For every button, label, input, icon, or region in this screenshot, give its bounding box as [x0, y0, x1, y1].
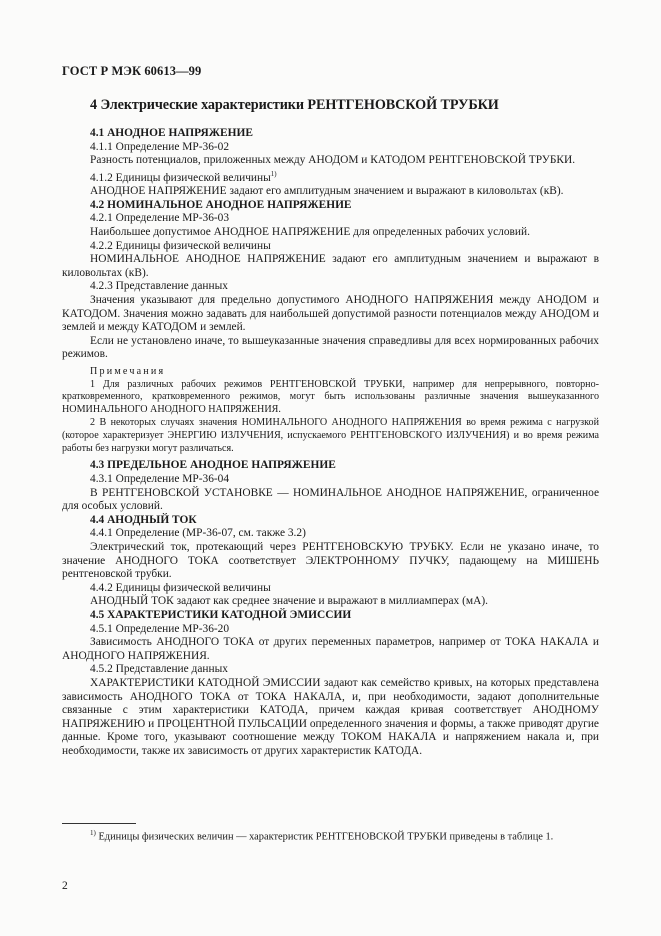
section-title: 4 Электрические характеристики РЕНТГЕНОВСКОЙ ТРУБКИ: [90, 97, 499, 113]
paragraph: Значения указывают для предельно допустимого АНОДНОГО НАПРЯЖЕНИЯ между АНОДОМ и КАТОДОМ. Значения можно задавать для наибольшей допустимой разности потенциалов между АНОДОМ и землей и между КАТОДОМ и землей.: [62, 293, 599, 334]
data-heading: 4.2.3 Представление данных: [90, 280, 228, 293]
subsection-heading: 4.3 ПРЕДЕЛЬНОЕ АНОДНОЕ НАПРЯЖЕНИЕ: [90, 459, 336, 472]
document-header: ГОСТ Р МЭК 60613—99: [62, 64, 202, 78]
subsection-heading: 4.4 АНОДНЫЙ ТОК: [90, 513, 197, 526]
footnote-ref: 1): [270, 169, 277, 178]
document-body: [62, 127, 599, 759]
data-heading: 4.5.2 Представление данных: [90, 663, 228, 676]
page-number: 2: [62, 880, 68, 892]
definition-ref: 4.1.1 Определение МР-36-02: [90, 140, 230, 153]
paragraph: АНОДНЫЙ ТОК задают как среднее значение и выражают в миллиамперах (мА).: [90, 595, 488, 608]
paragraph: Зависимость АНОДНОГО ТОКА от других переменных параметров, например от ТОКА НАКАЛА и АНОДНОГО НАПРЯЖЕНИЯ.: [62, 636, 599, 662]
note-1: 1 Для различных рабочих режимов РЕНТГЕНОВСКОЙ ТРУБКИ, например для непрерывного, повторно-кратковременного, кратковременного режимов, могут быть использованы различные значения вышеуказанного НОМИНАЛЬНОГО АНОДНОГО НАПРЯЖЕНИЯ.: [62, 378, 599, 416]
footnote: [62, 829, 599, 842]
units-heading: [62, 168, 599, 185]
paragraph: Если не установлено иначе, то вышеуказанные значения справедливы для всех нормированных рабочих режимов.: [62, 334, 599, 361]
definition-ref: 4.5.1 Определение МР-36-20: [90, 622, 230, 635]
paragraph: НОМИНАЛЬНОЕ АНОДНОЕ НАПРЯЖЕНИЕ задают его амплитудным значением и выражают в киловольтах (кВ).: [62, 253, 599, 279]
paragraph: В РЕНТГЕНОВСКОЙ УСТАНОВКЕ — НОМИНАЛЬНОЕ АНОДНОЕ НАПРЯЖЕНИЕ, ограниченное для особых условий.: [62, 486, 599, 513]
note-2: 2 В некоторых случаях значения НОМИНАЛЬНОГО АНОДНОГО НАПРЯЖЕНИЯ во время режима с нагрузкой (которое характеризует ЭНЕРГИЮ ИЗЛУЧЕНИЯ, испускаемого РЕНТГЕНОВСКОГО ИЗЛУЧЕНИЯ) и во время режима работы без нагрузки могут различаться.: [62, 417, 599, 454]
subsection-heading: 4.1 АНОДНОЕ НАПРЯЖЕНИЕ: [90, 127, 253, 139]
paragraph: ХАРАКТЕРИСТИКИ КАТОДНОЙ ЭМИССИИ задают как семейство кривых, на которых представлена зависимость АНОДНОГО ТОКА от ТОКА НАКАЛА, и, при необходимости, задают дополнительные связанные с этим характеристики КАТОДА, причем каждая кривая соответствует АНОДНОМУ НАПРЯЖЕНИЮ и ПРОЦЕНТНОЙ ПУЛЬСАЦИИ определенного значения и формы, а также приводят другие данные. Кроме того, указывают соотношение между ТОКОМ НАКАЛА и напряжением накала и, при необходимости, также их зависимость от других характеристик КАТОДА.: [62, 676, 599, 757]
paragraph: АНОДНОЕ НАПРЯЖЕНИЕ задают его амплитудным значением и выражают в киловольтах (кВ).: [90, 185, 564, 198]
footnote-mark: 1): [90, 829, 96, 837]
paragraph: Наибольшее допустимое АНОДНОЕ НАПРЯЖЕНИЕ для определенных рабочих условий.: [90, 225, 530, 238]
footnote-divider: [62, 823, 136, 824]
subsection-heading: 4.5 ХАРАКТЕРИСТИКИ КАТОДНОЙ ЭМИССИИ: [90, 609, 352, 621]
definition-ref: 4.2.1 Определение МР-36-03: [90, 212, 230, 225]
definition-ref: 4.4.1 Определение (МР-36-07, см. также 3.2): [90, 527, 306, 540]
units-heading: 4.2.2 Единицы физической величины: [90, 239, 271, 252]
units-heading: 4.4.2 Единицы физической величины: [90, 581, 271, 594]
definition-ref: 4.3.1 Определение МР-36-04: [90, 473, 230, 486]
units-heading-text: 4.1.2 Единицы физической величины: [90, 171, 271, 184]
subsection-heading: 4.2 НОМИНАЛЬНОЕ АНОДНОЕ НАПРЯЖЕНИЕ: [90, 198, 352, 211]
footnote-text: Единицы физических величин — характеристик РЕНТГЕНОВСКОЙ ТРУБКИ приведены в таблице 1.: [98, 831, 554, 843]
paragraph: Электрический ток, протекающий через РЕНТГЕНОВСКУЮ ТРУБКУ. Если не указано иначе, то значение АНОДНОГО ТОКА соответствует ЭЛЕКТРОННОМУ ПУЧКУ, падающему на МИШЕНЬ рентгеновской трубки.: [62, 541, 599, 581]
paragraph: Разность потенциалов, приложенных между АНОДОМ и КАТОДОМ РЕНТГЕНОВСКОЙ ТРУБКИ.: [90, 154, 576, 167]
notes-heading: Примечания: [90, 365, 166, 377]
